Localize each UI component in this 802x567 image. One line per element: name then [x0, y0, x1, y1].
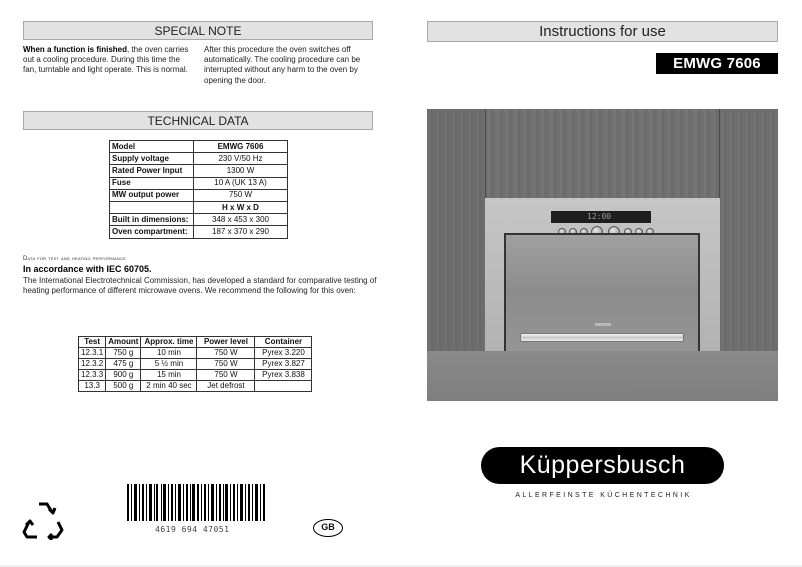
special-note-heading: SPECIAL NOTE: [23, 21, 373, 40]
display-text: 12:00: [587, 212, 612, 221]
column-header: Power level: [197, 337, 255, 348]
cabinet-right: [720, 109, 778, 351]
table-cell: 750 W: [197, 348, 255, 359]
special-note-bold-lead: When a function is finished: [23, 45, 127, 54]
table-cell: 12.3.1: [79, 348, 106, 359]
table-cell: Pyrex 3.827: [255, 359, 312, 370]
table-row: [79, 381, 312, 392]
table-cell: 12.3.2: [79, 359, 106, 370]
table-cell: 10 min: [141, 348, 197, 359]
oven-photo: [427, 109, 778, 401]
table-row: [110, 201, 288, 213]
table-cell: Jet defrost: [197, 381, 255, 392]
oven-display: [551, 211, 651, 223]
performance-table: [78, 336, 312, 392]
spec-value: 10 A (UK 13 A): [194, 177, 288, 189]
table-row: [110, 189, 288, 201]
column-header: Container: [255, 337, 312, 348]
oven-logo: [595, 323, 611, 326]
table-row: [110, 153, 288, 165]
spec-label: MW output power: [110, 189, 194, 201]
special-note-right-text: After this procedure the oven switches off automatically. The cooling procedure can be interrupted without any harm to the oven by opening the door.: [204, 45, 361, 85]
table-cell: 2 min 40 sec: [141, 381, 197, 392]
column-header: Approx. time: [141, 337, 197, 348]
performance-small-heading: Data for test and heating performance: [23, 256, 126, 262]
table-cell: 12.3.3: [79, 370, 106, 381]
table-row: [79, 348, 312, 359]
column-header: Test: [79, 337, 106, 348]
spec-value: H x W x D: [194, 201, 288, 213]
spec-value: 187 x 370 x 290: [194, 226, 288, 238]
table-cell: Pyrex 3.838: [255, 370, 312, 381]
spec-label: Built in dimensions:: [110, 214, 194, 226]
table-cell: 750 W: [197, 359, 255, 370]
table-cell: Pyrex 3.220: [255, 348, 312, 359]
special-note-left-text: [23, 45, 195, 76]
spec-value: 348 x 453 x 300: [194, 214, 288, 226]
performance-title: In accordance with IEC 60705.: [23, 264, 152, 274]
table-cell: 475 g: [106, 359, 141, 370]
model-badge: EMWG 7606: [656, 53, 778, 74]
recycle-icon: [22, 500, 64, 540]
table-cell: 500 g: [106, 381, 141, 392]
spec-value: 1300 W: [194, 165, 288, 177]
cabinet-left: [427, 109, 485, 351]
table-cell: 750 W: [197, 370, 255, 381]
special-note-left-body: , the oven carries out a cooling procedure. During this time the fan, turntable and light operate. This is normal.: [23, 45, 189, 75]
spec-label: [110, 201, 194, 213]
table-cell: 5 ½ min: [141, 359, 197, 370]
column-header: Amount: [106, 337, 141, 348]
brand-logo: Küppersbusch: [481, 447, 724, 484]
cabinet-top: [485, 109, 720, 198]
performance-body: The International Electrotechnical Commission, has developed a standard for comparative testing of heating performance of different microwave ovens. We recommend the following for this oven:: [23, 276, 377, 296]
brand-tagline: ALLERFEINSTE KÜCHENTECHNIK: [515, 492, 692, 499]
table-row: [79, 359, 312, 370]
spec-label: Model: [110, 141, 194, 153]
spec-label: Oven compartment:: [110, 226, 194, 238]
table-header-row: [79, 337, 312, 348]
table-row: [110, 214, 288, 226]
spec-label: Fuse: [110, 177, 194, 189]
table-row: [79, 370, 312, 381]
spec-label: Supply voltage: [110, 153, 194, 165]
spec-value: EMWG 7606: [194, 141, 288, 153]
technical-data-table: [109, 140, 288, 239]
barcode: [127, 484, 267, 521]
table-cell: 15 min: [141, 370, 197, 381]
technical-data-heading: TECHNICAL DATA: [23, 111, 373, 130]
table-row: [110, 165, 288, 177]
table-cell: 13.3: [79, 381, 106, 392]
table-row: [110, 141, 288, 153]
spec-label: Rated Power Input: [110, 165, 194, 177]
spec-value: 230 V/50 Hz: [194, 153, 288, 165]
instructions-title: Instructions for use: [427, 21, 778, 42]
table-cell: 750 g: [106, 348, 141, 359]
country-badge: GB: [313, 519, 343, 537]
table-row: [110, 226, 288, 238]
countertop: [427, 351, 778, 401]
table-cell: 900 g: [106, 370, 141, 381]
oven-handle: [520, 333, 684, 342]
table-row: [110, 177, 288, 189]
table-cell: [255, 381, 312, 392]
spec-value: 750 W: [194, 189, 288, 201]
barcode-number: 4619 694 47051: [155, 525, 230, 534]
